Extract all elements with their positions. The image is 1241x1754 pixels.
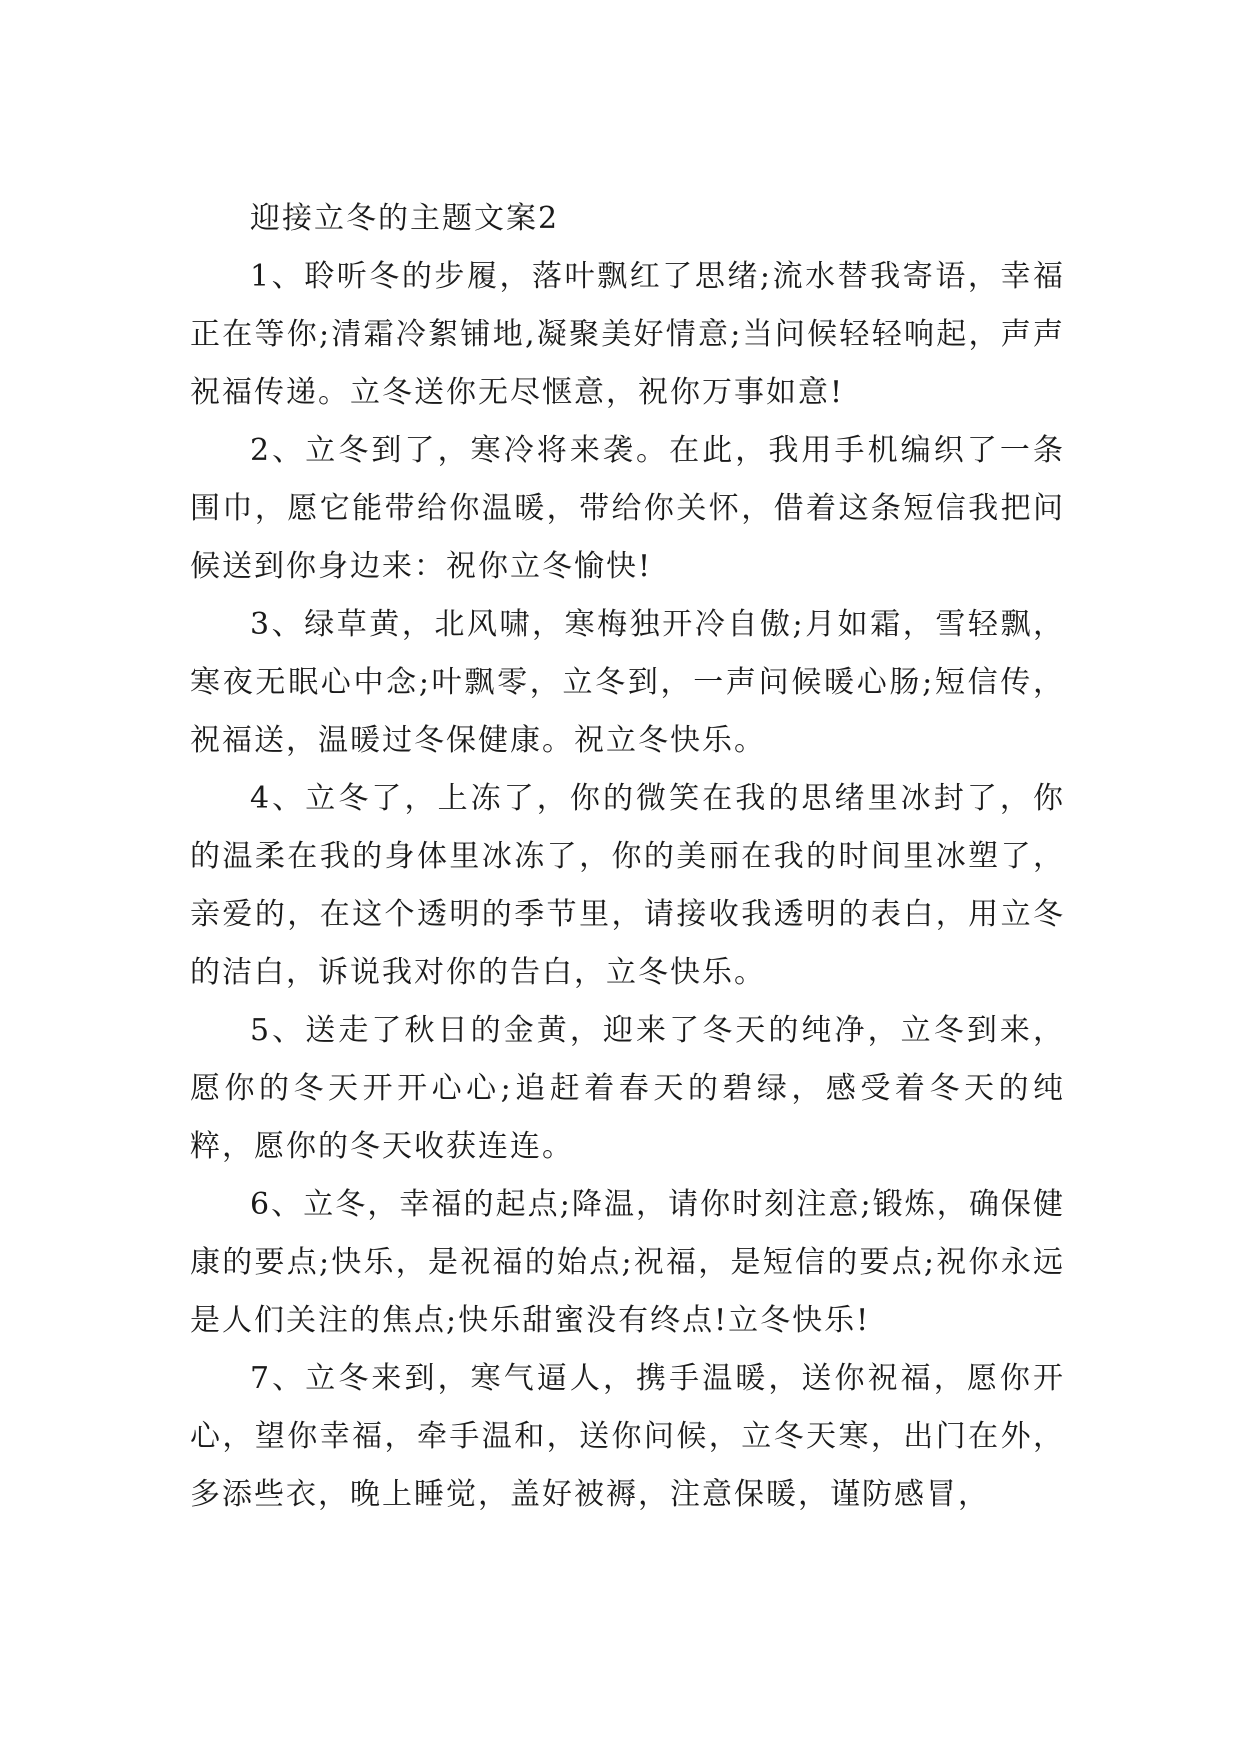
- paragraph-2: 2、立冬到了，寒冷将来袭。在此，我用手机编织了一条围巾，愿它能带给你温暖，带给你关怀，借着这条短信我把问候送到你身边来：祝你立冬愉快!: [190, 433, 1065, 584]
- paragraph-7: 7、立冬来到，寒气逼人，携手温暖，送你祝福，愿你开心，望你幸福，牵手温和，送你问候，立冬天寒，出门在外，多添些衣，晚上睡觉，盖好被褥，注意保暖，谨防感冒，: [190, 1361, 1065, 1512]
- paragraph-5: 5、送走了秋日的金黄，迎来了冬天的纯净，立冬到来，愿你的冬天开开心心;追赶着春天的碧绿，感受着冬天的纯粹，愿你的冬天收获连连。: [190, 1013, 1065, 1164]
- paragraph-6: 6、立冬，幸福的起点;降温，请你时刻注意;锻炼，确保健康的要点;快乐，是祝福的始点;祝福，是短信的要点;祝你永远是人们关注的焦点;快乐甜蜜没有终点!立冬快乐!: [190, 1187, 1065, 1338]
- document-body: [190, 190, 1065, 1524]
- paragraph-4: 4、立冬了，上冻了，你的微笑在我的思绪里冰封了，你的温柔在我的身体里冰冻了，你的美丽在我的时间里冰塑了，亲爱的，在这个透明的季节里，请接收我透明的表白，用立冬的洁白，诉说我对你的告白，立冬快乐。: [190, 781, 1065, 990]
- document-title: 迎接立冬的主题文案2: [250, 201, 560, 236]
- paragraph-1: 1、聆听冬的步履，落叶飘红了思绪;流水替我寄语，幸福正在等你;清霜冷絮铺地,凝聚美好情意;当问候轻轻响起，声声祝福传递。立冬送你无尽惬意，祝你万事如意!: [190, 259, 1065, 410]
- paragraph-3: 3、绿草黄，北风啸，寒梅独开冷自傲;月如霜，雪轻飘，寒夜无眠心中念;叶飘零，立冬到，一声问候暖心肠;短信传，祝福送，温暖过冬保健康。祝立冬快乐。: [190, 607, 1065, 758]
